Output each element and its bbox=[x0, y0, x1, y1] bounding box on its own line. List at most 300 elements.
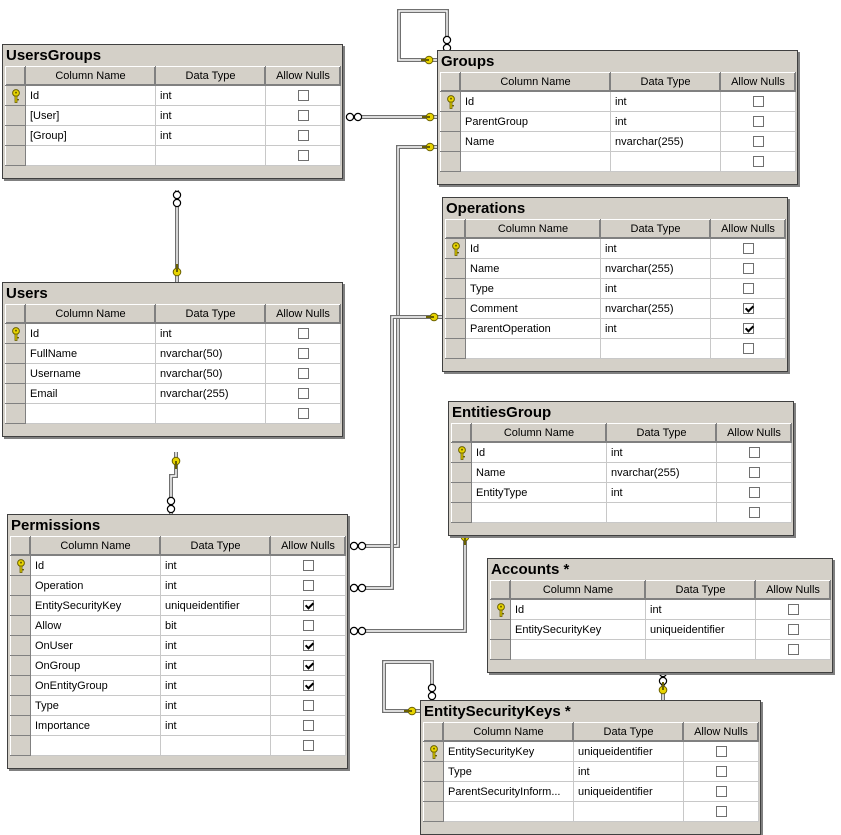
column-name-cell[interactable]: EntityType bbox=[472, 483, 607, 503]
column-name-cell[interactable] bbox=[461, 152, 611, 172]
primary-key-icon bbox=[15, 559, 27, 573]
allow-nulls-checkbox[interactable] bbox=[749, 507, 760, 518]
primary-key-icon bbox=[10, 327, 22, 341]
table-groups[interactable] bbox=[437, 50, 798, 185]
data-type-cell[interactable]: int bbox=[607, 443, 717, 463]
table-entitysecuritykeys[interactable] bbox=[420, 700, 761, 835]
allow-nulls-cell bbox=[271, 676, 346, 696]
table-row[interactable] bbox=[6, 126, 341, 146]
corner-cell bbox=[491, 581, 511, 600]
column-grid bbox=[10, 536, 346, 756]
one-end-key-icon bbox=[421, 56, 433, 64]
allow-nulls-checkbox[interactable] bbox=[298, 368, 309, 379]
row-selector[interactable] bbox=[11, 556, 31, 576]
row-selector[interactable] bbox=[446, 339, 466, 359]
allow-nulls-cell bbox=[266, 404, 341, 424]
allow-nulls-cell bbox=[711, 279, 786, 299]
one-end-key-icon bbox=[426, 313, 438, 321]
table-row[interactable] bbox=[6, 384, 341, 404]
row-selector[interactable] bbox=[11, 616, 31, 636]
allow-nulls-cell bbox=[756, 600, 831, 620]
data-type-cell[interactable] bbox=[607, 503, 717, 523]
table-row[interactable] bbox=[6, 146, 341, 166]
allow-nulls-checkbox[interactable] bbox=[743, 303, 754, 314]
column-name-cell[interactable]: [Group] bbox=[26, 126, 156, 146]
data-type-cell[interactable]: uniqueidentifier bbox=[161, 596, 271, 616]
allow-nulls-cell bbox=[717, 463, 792, 483]
column-name-cell[interactable]: Type bbox=[31, 696, 161, 716]
allow-nulls-checkbox[interactable] bbox=[303, 620, 314, 631]
row-selector[interactable] bbox=[11, 716, 31, 736]
row-selector[interactable] bbox=[446, 299, 466, 319]
table-title[interactable]: EntitiesGroup bbox=[452, 404, 552, 421]
row-selector[interactable] bbox=[424, 762, 444, 782]
allow-nulls-checkbox[interactable] bbox=[298, 388, 309, 399]
table-row[interactable] bbox=[491, 600, 831, 620]
data-type-cell[interactable]: int bbox=[601, 279, 711, 299]
column-name-cell[interactable]: Id bbox=[26, 324, 156, 344]
allow-nulls-cell bbox=[721, 152, 796, 172]
column-name-cell[interactable]: Comment bbox=[466, 299, 601, 319]
row-selector[interactable] bbox=[424, 802, 444, 822]
data-type-cell[interactable]: int bbox=[156, 86, 266, 106]
row-selector[interactable] bbox=[6, 126, 26, 146]
data-type-cell[interactable]: nvarchar(255) bbox=[601, 259, 711, 279]
allow-nulls-cell bbox=[684, 742, 759, 762]
data-type-cell[interactable]: nvarchar(50) bbox=[156, 364, 266, 384]
allow-nulls-checkbox[interactable] bbox=[743, 343, 754, 354]
column-name-cell[interactable]: Id bbox=[472, 443, 607, 463]
column-name-header[interactable]: Column Name bbox=[466, 220, 601, 239]
column-name-cell[interactable]: Id bbox=[31, 556, 161, 576]
row-selector[interactable] bbox=[11, 656, 31, 676]
allow-nulls-cell bbox=[271, 556, 346, 576]
column-name-cell[interactable]: EntitySecurityKey bbox=[511, 620, 646, 640]
header-row bbox=[452, 424, 792, 443]
column-name-cell[interactable]: Username bbox=[26, 364, 156, 384]
table-title[interactable]: Groups bbox=[441, 53, 495, 70]
allow-nulls-cell bbox=[717, 503, 792, 523]
table-row[interactable] bbox=[6, 344, 341, 364]
column-name-cell[interactable] bbox=[472, 503, 607, 523]
data-type-cell[interactable]: int bbox=[161, 656, 271, 676]
allow-nulls-checkbox[interactable] bbox=[788, 604, 799, 615]
column-name-cell[interactable]: OnUser bbox=[31, 636, 161, 656]
data-type-cell[interactable]: int bbox=[601, 319, 711, 339]
primary-key-icon bbox=[450, 242, 462, 256]
row-selector[interactable] bbox=[424, 742, 444, 762]
column-name-cell[interactable]: OnEntityGroup bbox=[31, 676, 161, 696]
table-row[interactable] bbox=[11, 576, 346, 596]
column-name-cell[interactable]: ParentSecurityInform... bbox=[444, 782, 574, 802]
column-name-cell[interactable]: EntitySecurityKey bbox=[444, 742, 574, 762]
table-row[interactable] bbox=[6, 404, 341, 424]
allow-nulls-cell bbox=[271, 576, 346, 596]
row-selector[interactable] bbox=[11, 576, 31, 596]
table-row[interactable] bbox=[446, 259, 786, 279]
allow-nulls-checkbox[interactable] bbox=[743, 283, 754, 294]
data-type-cell[interactable]: nvarchar(255) bbox=[156, 384, 266, 404]
allow-nulls-checkbox[interactable] bbox=[298, 130, 309, 141]
primary-key-icon bbox=[495, 603, 507, 617]
many-end-icon bbox=[350, 542, 365, 549]
allow-nulls-header[interactable]: Allow Nulls bbox=[266, 67, 341, 86]
table-row[interactable] bbox=[441, 112, 796, 132]
allow-nulls-header[interactable]: Allow Nulls bbox=[271, 537, 346, 556]
table-row[interactable] bbox=[441, 92, 796, 112]
column-name-cell[interactable] bbox=[511, 640, 646, 660]
allow-nulls-checkbox[interactable] bbox=[716, 786, 727, 797]
row-selector[interactable] bbox=[11, 696, 31, 716]
allow-nulls-checkbox[interactable] bbox=[743, 243, 754, 254]
row-selector[interactable] bbox=[452, 463, 472, 483]
data-type-cell[interactable]: nvarchar(255) bbox=[601, 299, 711, 319]
table-permissions[interactable] bbox=[7, 514, 348, 769]
row-selector[interactable] bbox=[446, 239, 466, 259]
data-type-header[interactable]: Data Type bbox=[156, 67, 266, 86]
row-selector[interactable] bbox=[452, 483, 472, 503]
data-type-cell[interactable]: uniqueidentifier bbox=[574, 742, 684, 762]
header-row bbox=[6, 67, 341, 86]
allow-nulls-checkbox[interactable] bbox=[716, 766, 727, 777]
data-type-cell[interactable]: int bbox=[161, 636, 271, 656]
data-type-cell[interactable]: int bbox=[161, 676, 271, 696]
allow-nulls-header[interactable]: Allow Nulls bbox=[266, 305, 341, 324]
column-name-cell[interactable]: FullName bbox=[26, 344, 156, 364]
table-accounts[interactable] bbox=[487, 558, 833, 673]
allow-nulls-header[interactable]: Allow Nulls bbox=[756, 581, 831, 600]
corner-cell bbox=[446, 220, 466, 239]
allow-nulls-cell bbox=[717, 443, 792, 463]
data-type-cell[interactable]: int bbox=[574, 762, 684, 782]
allow-nulls-checkbox[interactable] bbox=[303, 740, 314, 751]
table-title[interactable]: Permissions bbox=[11, 517, 101, 534]
column-name-cell[interactable]: OnGroup bbox=[31, 656, 161, 676]
column-name-cell[interactable] bbox=[31, 736, 161, 756]
allow-nulls-checkbox[interactable] bbox=[303, 720, 314, 731]
allow-nulls-checkbox[interactable] bbox=[753, 96, 764, 107]
data-type-cell[interactable]: uniqueidentifier bbox=[646, 620, 756, 640]
table-operations[interactable] bbox=[442, 197, 788, 372]
allow-nulls-cell bbox=[721, 132, 796, 152]
allow-nulls-checkbox[interactable] bbox=[749, 447, 760, 458]
table-row[interactable] bbox=[446, 279, 786, 299]
column-grid bbox=[445, 219, 786, 359]
allow-nulls-checkbox[interactable] bbox=[303, 560, 314, 571]
column-name-cell[interactable] bbox=[466, 339, 601, 359]
table-row[interactable] bbox=[11, 556, 346, 576]
column-name-cell[interactable]: Id bbox=[26, 86, 156, 106]
row-selector[interactable] bbox=[6, 86, 26, 106]
allow-nulls-checkbox[interactable] bbox=[743, 323, 754, 334]
allow-nulls-checkbox[interactable] bbox=[788, 624, 799, 635]
allow-nulls-cell bbox=[266, 146, 341, 166]
table-title[interactable]: Accounts * bbox=[491, 561, 570, 578]
primary-key-icon bbox=[456, 446, 468, 460]
rel-permissions-entitiesgroup-highlight bbox=[350, 528, 465, 631]
data-type-cell[interactable] bbox=[646, 640, 756, 660]
table-row[interactable] bbox=[441, 152, 796, 172]
table-row[interactable] bbox=[446, 299, 786, 319]
row-selector[interactable] bbox=[11, 736, 31, 756]
column-grid bbox=[490, 580, 831, 660]
allow-nulls-cell bbox=[271, 656, 346, 676]
data-type-cell[interactable] bbox=[156, 146, 266, 166]
table-title[interactable]: EntitySecurityKeys * bbox=[424, 703, 571, 720]
table-row[interactable] bbox=[6, 364, 341, 384]
row-selector[interactable] bbox=[6, 404, 26, 424]
table-row[interactable] bbox=[6, 324, 341, 344]
allow-nulls-checkbox[interactable] bbox=[303, 600, 314, 611]
row-selector[interactable] bbox=[491, 600, 511, 620]
table-title[interactable]: UsersGroups bbox=[6, 47, 102, 64]
table-row[interactable] bbox=[6, 106, 341, 126]
row-selector[interactable] bbox=[6, 344, 26, 364]
column-name-header[interactable]: Column Name bbox=[461, 73, 611, 92]
header-row bbox=[446, 220, 786, 239]
data-type-header[interactable]: Data Type bbox=[601, 220, 711, 239]
data-type-cell[interactable]: uniqueidentifier bbox=[574, 782, 684, 802]
data-type-cell[interactable]: int bbox=[611, 92, 721, 112]
table-row[interactable] bbox=[424, 742, 759, 762]
data-type-cell[interactable]: bit bbox=[161, 616, 271, 636]
column-name-header[interactable]: Column Name bbox=[444, 723, 574, 742]
data-type-cell[interactable] bbox=[574, 802, 684, 822]
allow-nulls-cell bbox=[717, 483, 792, 503]
allow-nulls-checkbox[interactable] bbox=[716, 746, 727, 757]
table-row[interactable] bbox=[452, 483, 792, 503]
column-grid bbox=[451, 423, 792, 523]
data-type-cell[interactable]: nvarchar(50) bbox=[156, 344, 266, 364]
allow-nulls-checkbox[interactable] bbox=[303, 640, 314, 651]
table-users[interactable] bbox=[2, 282, 343, 437]
row-selector[interactable] bbox=[6, 146, 26, 166]
allow-nulls-cell bbox=[684, 802, 759, 822]
data-type-header[interactable]: Data Type bbox=[607, 424, 717, 443]
data-type-cell[interactable]: int bbox=[156, 126, 266, 146]
allow-nulls-checkbox[interactable] bbox=[298, 348, 309, 359]
allow-nulls-checkbox[interactable] bbox=[298, 328, 309, 339]
row-selector[interactable] bbox=[446, 259, 466, 279]
allow-nulls-cell bbox=[266, 126, 341, 146]
row-selector[interactable] bbox=[441, 92, 461, 112]
row-selector[interactable] bbox=[424, 782, 444, 802]
table-usersgroups[interactable] bbox=[2, 44, 343, 179]
row-selector[interactable] bbox=[11, 636, 31, 656]
table-row[interactable] bbox=[11, 676, 346, 696]
allow-nulls-cell bbox=[271, 596, 346, 616]
column-name-cell[interactable]: Id bbox=[466, 239, 601, 259]
one-end-key-icon bbox=[173, 264, 181, 276]
row-selector[interactable] bbox=[446, 279, 466, 299]
column-name-cell[interactable]: ParentOperation bbox=[466, 319, 601, 339]
data-type-cell[interactable] bbox=[611, 152, 721, 172]
data-type-header[interactable]: Data Type bbox=[161, 537, 271, 556]
data-type-header[interactable]: Data Type bbox=[611, 73, 721, 92]
allow-nulls-checkbox[interactable] bbox=[743, 263, 754, 274]
header-row bbox=[491, 581, 831, 600]
column-name-cell[interactable]: ParentGroup bbox=[461, 112, 611, 132]
column-name-cell[interactable]: Importance bbox=[31, 716, 161, 736]
row-selector[interactable] bbox=[446, 319, 466, 339]
column-name-header[interactable]: Column Name bbox=[472, 424, 607, 443]
column-name-cell[interactable]: Type bbox=[444, 762, 574, 782]
data-type-cell[interactable] bbox=[156, 404, 266, 424]
table-row[interactable] bbox=[441, 132, 796, 152]
table-row[interactable] bbox=[446, 239, 786, 259]
allow-nulls-cell bbox=[711, 339, 786, 359]
allow-nulls-checkbox[interactable] bbox=[303, 660, 314, 671]
allow-nulls-header[interactable]: Allow Nulls bbox=[684, 723, 759, 742]
many-end-icon bbox=[346, 113, 361, 120]
table-row[interactable] bbox=[11, 616, 346, 636]
row-selector[interactable] bbox=[11, 596, 31, 616]
column-name-cell[interactable]: Id bbox=[511, 600, 646, 620]
column-name-header[interactable]: Column Name bbox=[26, 67, 156, 86]
data-type-header[interactable]: Data Type bbox=[574, 723, 684, 742]
header-row bbox=[424, 723, 759, 742]
row-selector[interactable] bbox=[452, 443, 472, 463]
row-selector[interactable] bbox=[491, 620, 511, 640]
many-end-icon bbox=[350, 627, 365, 634]
header-row bbox=[441, 73, 796, 92]
allow-nulls-checkbox[interactable] bbox=[298, 408, 309, 419]
allow-nulls-checkbox[interactable] bbox=[298, 110, 309, 121]
table-title[interactable]: Operations bbox=[446, 200, 526, 217]
data-type-cell[interactable]: int bbox=[156, 324, 266, 344]
corner-cell bbox=[424, 723, 444, 742]
row-selector[interactable] bbox=[6, 384, 26, 404]
primary-key-icon bbox=[428, 745, 440, 759]
data-type-cell[interactable]: int bbox=[607, 483, 717, 503]
data-type-header[interactable]: Data Type bbox=[646, 581, 756, 600]
table-row[interactable] bbox=[6, 86, 341, 106]
table-row[interactable] bbox=[446, 339, 786, 359]
allow-nulls-cell bbox=[266, 364, 341, 384]
table-row[interactable] bbox=[452, 503, 792, 523]
allow-nulls-checkbox[interactable] bbox=[716, 806, 727, 817]
allow-nulls-cell bbox=[271, 696, 346, 716]
table-row[interactable] bbox=[446, 319, 786, 339]
table-row[interactable] bbox=[491, 640, 831, 660]
table-row[interactable] bbox=[452, 443, 792, 463]
data-type-cell[interactable]: nvarchar(255) bbox=[607, 463, 717, 483]
column-name-header[interactable]: Column Name bbox=[26, 305, 156, 324]
allow-nulls-checkbox[interactable] bbox=[303, 580, 314, 591]
data-type-cell[interactable]: int bbox=[601, 239, 711, 259]
row-selector[interactable] bbox=[441, 152, 461, 172]
allow-nulls-checkbox[interactable] bbox=[749, 487, 760, 498]
allow-nulls-header[interactable]: Allow Nulls bbox=[717, 424, 792, 443]
column-grid bbox=[5, 304, 341, 424]
allow-nulls-checkbox[interactable] bbox=[753, 156, 764, 167]
column-grid bbox=[440, 72, 796, 172]
table-row[interactable] bbox=[11, 656, 346, 676]
row-selector[interactable] bbox=[452, 503, 472, 523]
column-grid bbox=[5, 66, 341, 166]
table-row[interactable] bbox=[424, 782, 759, 802]
allow-nulls-cell bbox=[711, 319, 786, 339]
row-selector[interactable] bbox=[441, 112, 461, 132]
table-row[interactable] bbox=[11, 636, 346, 656]
table-row[interactable] bbox=[491, 620, 831, 640]
table-row[interactable] bbox=[424, 802, 759, 822]
allow-nulls-checkbox[interactable] bbox=[788, 644, 799, 655]
row-selector[interactable] bbox=[6, 324, 26, 344]
many-end-icon bbox=[173, 191, 180, 206]
data-type-cell[interactable]: int bbox=[161, 556, 271, 576]
column-name-cell[interactable] bbox=[26, 404, 156, 424]
row-selector[interactable] bbox=[11, 676, 31, 696]
table-row[interactable] bbox=[11, 696, 346, 716]
table-entitiesgroup[interactable] bbox=[448, 401, 794, 536]
allow-nulls-checkbox[interactable] bbox=[753, 136, 764, 147]
allow-nulls-checkbox[interactable] bbox=[303, 700, 314, 711]
allow-nulls-checkbox[interactable] bbox=[298, 150, 309, 161]
allow-nulls-checkbox[interactable] bbox=[298, 90, 309, 101]
column-name-cell[interactable]: Operation bbox=[31, 576, 161, 596]
allow-nulls-cell bbox=[271, 636, 346, 656]
column-name-cell[interactable]: Allow bbox=[31, 616, 161, 636]
column-name-cell[interactable] bbox=[26, 146, 156, 166]
data-type-cell[interactable] bbox=[601, 339, 711, 359]
data-type-cell[interactable]: int bbox=[611, 112, 721, 132]
data-type-cell[interactable]: int bbox=[646, 600, 756, 620]
data-type-cell[interactable]: int bbox=[161, 716, 271, 736]
data-type-header[interactable]: Data Type bbox=[156, 305, 266, 324]
many-end-icon bbox=[350, 584, 365, 591]
allow-nulls-header[interactable]: Allow Nulls bbox=[711, 220, 786, 239]
column-name-cell[interactable]: Type bbox=[466, 279, 601, 299]
table-row[interactable] bbox=[424, 762, 759, 782]
column-name-cell[interactable]: EntitySecurityKey bbox=[31, 596, 161, 616]
row-selector[interactable] bbox=[441, 132, 461, 152]
table-row[interactable] bbox=[11, 736, 346, 756]
table-row[interactable] bbox=[11, 596, 346, 616]
row-selector[interactable] bbox=[6, 364, 26, 384]
allow-nulls-cell bbox=[271, 736, 346, 756]
allow-nulls-header[interactable]: Allow Nulls bbox=[721, 73, 796, 92]
column-name-cell[interactable]: Id bbox=[461, 92, 611, 112]
column-name-cell[interactable]: Email bbox=[26, 384, 156, 404]
column-name-cell[interactable] bbox=[444, 802, 574, 822]
data-type-cell[interactable]: int bbox=[161, 696, 271, 716]
data-type-cell[interactable]: nvarchar(255) bbox=[611, 132, 721, 152]
header-row bbox=[6, 305, 341, 324]
allow-nulls-checkbox[interactable] bbox=[753, 116, 764, 127]
table-row[interactable] bbox=[11, 716, 346, 736]
column-name-cell[interactable]: Name bbox=[466, 259, 601, 279]
corner-cell bbox=[441, 73, 461, 92]
column-name-header[interactable]: Column Name bbox=[31, 537, 161, 556]
row-selector[interactable] bbox=[6, 106, 26, 126]
column-name-header[interactable]: Column Name bbox=[511, 581, 646, 600]
table-row[interactable] bbox=[452, 463, 792, 483]
column-name-cell[interactable]: [User] bbox=[26, 106, 156, 126]
one-end-key-icon bbox=[404, 707, 416, 715]
row-selector[interactable] bbox=[491, 640, 511, 660]
data-type-cell[interactable]: int bbox=[161, 576, 271, 596]
data-type-cell[interactable] bbox=[161, 736, 271, 756]
table-title[interactable]: Users bbox=[6, 285, 48, 302]
allow-nulls-cell bbox=[721, 92, 796, 112]
allow-nulls-checkbox[interactable] bbox=[303, 680, 314, 691]
allow-nulls-checkbox[interactable] bbox=[749, 467, 760, 478]
column-name-cell[interactable]: Name bbox=[461, 132, 611, 152]
column-name-cell[interactable]: Name bbox=[472, 463, 607, 483]
header-row bbox=[11, 537, 346, 556]
data-type-cell[interactable]: int bbox=[156, 106, 266, 126]
